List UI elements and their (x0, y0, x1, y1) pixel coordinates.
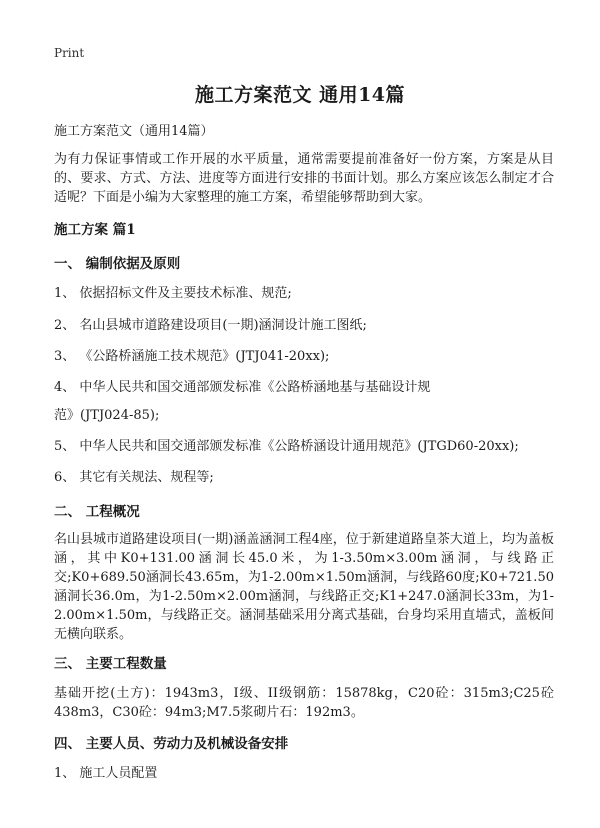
list-item: 3、 《公路桥涵施工技术规范》(JTJ041-20xx); (54, 349, 330, 364)
list-item: 5、 中华人民共和国交通部颁发标准《公路桥涵设计通用规范》(JTGD60-20xx); (54, 439, 519, 454)
list-item: 2、 名山县城市道路建设项目(一期)涵洞设计施工图纸; (54, 318, 367, 333)
section-title: 施工方案 篇1 (54, 222, 136, 238)
heading-basis: 一、 编制依据及原则 (54, 256, 181, 272)
heading-quantities: 三、 主要工程数量 (54, 656, 167, 672)
list-item: 1、 依据招标文件及主要技术标准、规范; (54, 286, 292, 301)
document-subtitle: 施工方案范文（通用14篇） (54, 124, 214, 139)
intro-paragraph: 为有力保证事情或工作开展的水平质量，通常需要提前准备好一份方案，方案是从目的、要求、方式、方法、进度等方面进行安排的书面计划。那么方案应该怎么制定才合适呢？下面是小编为大家整理的施工方案，希望能够帮助到大家。 (54, 152, 554, 205)
heading-staffing: 四、 主要人员、劳动力及机械设备安排 (54, 736, 289, 752)
list-item: 1、 施工人员配置 (54, 766, 158, 781)
overview-paragraph: 名山县城市道路建设项目(一期)涵盖涵洞工程4座，位于新建道路皇茶大道上，均为盖板涵，其中K0+131.00涵洞长45.0米，为1-3.50m×3.00m涵洞，与线路正交;K0+689.50涵洞长43.65m，为1-2.00m×1.50m涵洞，与线路60度;K0+721.50涵洞长36.0m，为1-2.50m×2.00m涵洞，与线路正交;K1+247.0涵洞长33m，为1-2.00m×1.50m，与线路正交。涵洞基础采用分离式基础，台身均采用直墙式，盖板间无横向联系。 (54, 532, 554, 642)
list-item-continuation: 范》(JTJ024-85); (54, 408, 160, 423)
list-item: 4、 中华人民共和国交通部颁发标准《公路桥涵地基与基础设计规 (54, 380, 431, 395)
document-title: 施工方案范文 通用14篇 (194, 84, 406, 106)
list-item: 6、 其它有关规法、规程等; (54, 470, 214, 485)
heading-overview: 二、 工程概况 (54, 504, 140, 520)
quantities-paragraph: 基础开挖(土方)：1943m3，I级、II级钢筋：15878kg，C20砼：315m3;C25砼438m3，C30砼：94m3;M7.5浆砌片石：192m3。 (54, 686, 554, 720)
print-label: Print (54, 46, 85, 60)
